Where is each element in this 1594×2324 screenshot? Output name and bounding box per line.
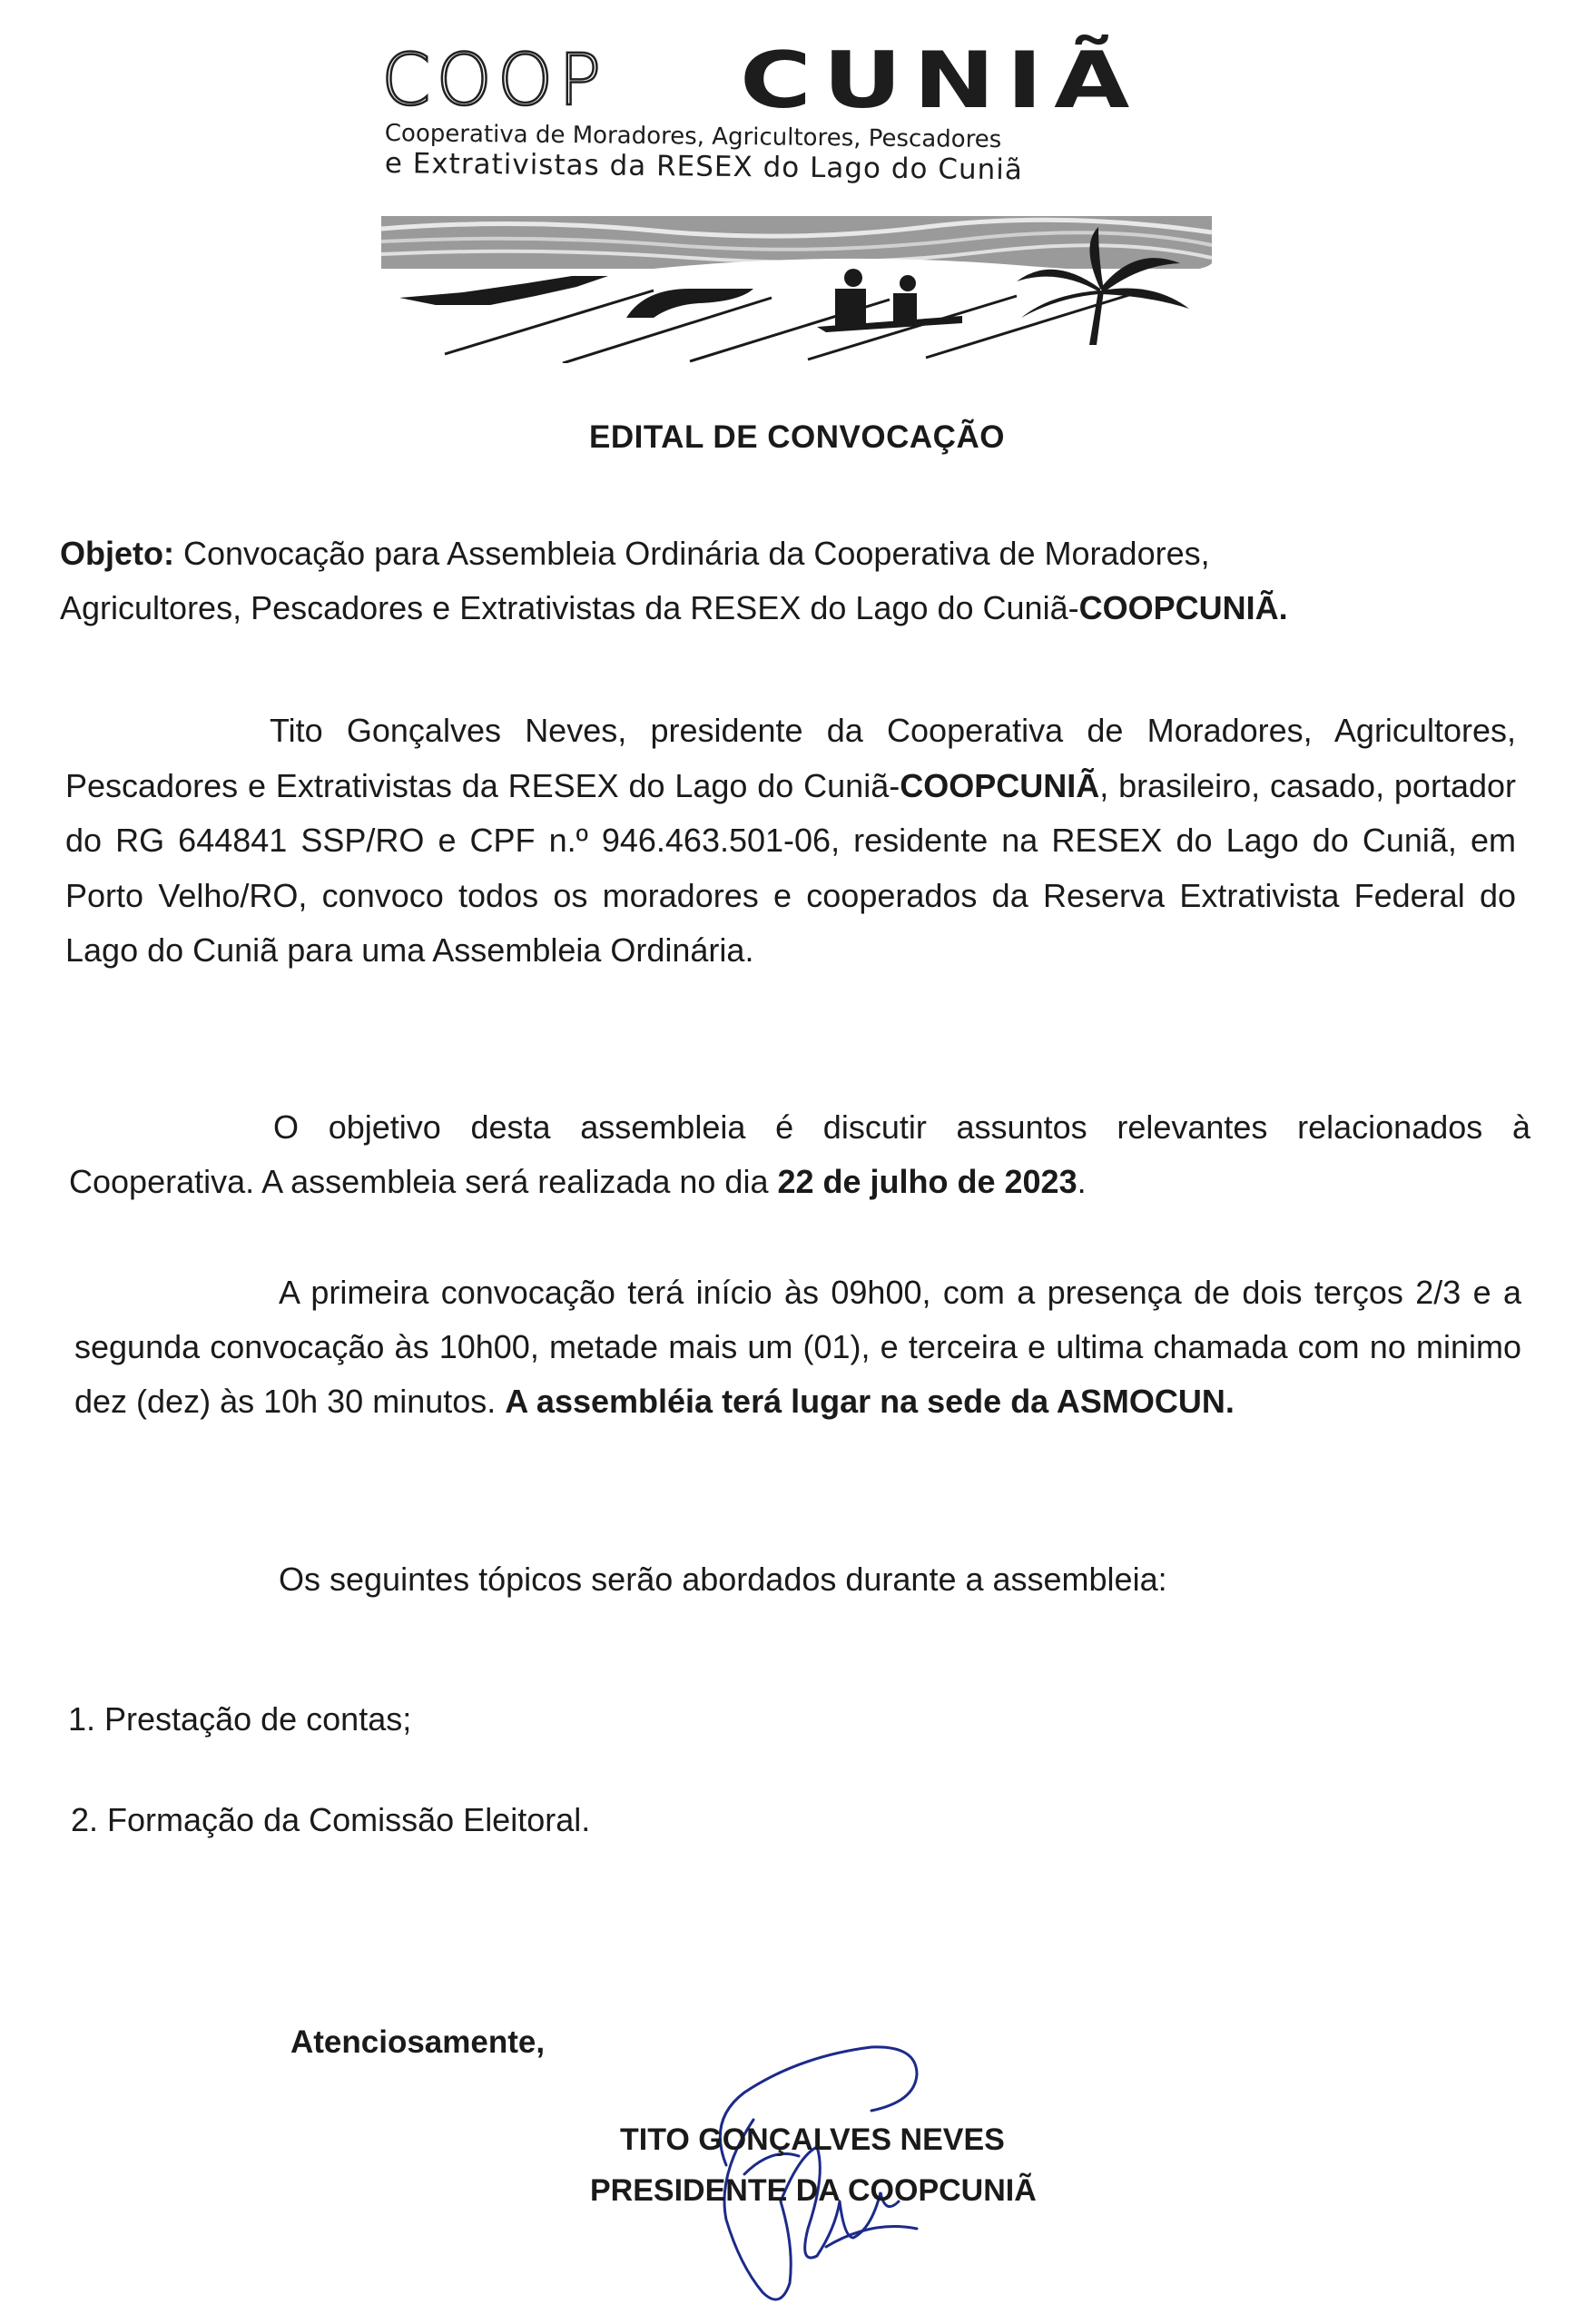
paragraph3-bold: A assembléia terá lugar na sede da ASMOCUN. xyxy=(505,1383,1235,1420)
coopcunia-logo xyxy=(381,35,1216,363)
page-title: EDITAL DE CONVOCAÇÃO xyxy=(589,419,1005,455)
paragraph1-bold: COOPCUNIÃ xyxy=(900,766,1100,804)
objeto-label: Objeto: xyxy=(60,535,174,572)
signer-name: TITO GONÇALVES NEVES xyxy=(620,2122,1005,2157)
paragraph-declaration xyxy=(65,704,1516,979)
objeto-paragraph xyxy=(60,527,1394,635)
handwritten-signature xyxy=(690,2020,962,2319)
objeto-text: Convocação para Assembleia Ordinária da Cooperativa de Moradores, Agricultores, Pescadores e Extrativistas da RESEX do Lago do Cuniã- xyxy=(60,535,1210,626)
objeto-bold-end: COOPCUNIÃ. xyxy=(1078,589,1288,626)
closing-text: Atenciosamente, xyxy=(290,2024,546,2060)
logo-illustration xyxy=(381,182,1216,363)
paragraph2-text-b: . xyxy=(1077,1163,1087,1200)
paragraph-schedule xyxy=(74,1265,1521,1429)
paragraph3-text-a: A primeira convocação terá início às 09h00, com a presença de dois terços 2/3 e a segunda convocação às 10h00, metade mais um (01), e terceira e ultima chamada com no minimo dez (dez) às 10h 30 minutos. xyxy=(74,1274,1521,1420)
logo-alligator-shape xyxy=(399,276,608,305)
paragraph-objective xyxy=(69,1100,1530,1209)
list-item: 1. Prestação de contas; xyxy=(68,1700,412,1738)
logo-cunia-text: CUNIÃ xyxy=(740,35,1141,126)
logo-subtitle-line2: e Extrativistas da RESEX do Lago do Cuniã xyxy=(384,147,1024,187)
list-item: 2. Formação da Comissão Eleitoral. xyxy=(71,1801,591,1838)
logo-coop-text: COOP xyxy=(381,40,607,122)
logo-subtitle-line1: Cooperativa de Moradores, Agricultores, Pescadores xyxy=(384,120,1002,154)
paragraph1-text-b: , brasileiro, casado, portador do RG 644841 SSP/RO e CPF n.º 946.463.501-06, residente na RESEX do Lago do Cuniã, em Porto Velho/RO, convoco todos os moradores e cooperados da Reserva Extrativista Federal do Lago do Cuniã para uma Assembleia Ordinária. xyxy=(65,766,1516,969)
paragraph2-text-a: O objetivo desta assembleia é discutir assuntos relevantes relacionados à Cooperativa. A assembleia será realizada no dia xyxy=(69,1108,1530,1200)
paragraph2-date: 22 de julho de 2023 xyxy=(777,1163,1077,1200)
signer-role: PRESIDENTE DA COOPCUNIÃ xyxy=(590,2173,1037,2208)
paragraph-topics-intro: Os seguintes tópicos serão abordados durante a assembleia: xyxy=(279,1561,1167,1598)
paragraph1-text-a: Tito Gonçalves Neves, presidente da Cooperativa de Moradores, Agricultores, Pescadores e Extrativistas da RESEX do Lago do Cuniã- xyxy=(65,712,1516,804)
